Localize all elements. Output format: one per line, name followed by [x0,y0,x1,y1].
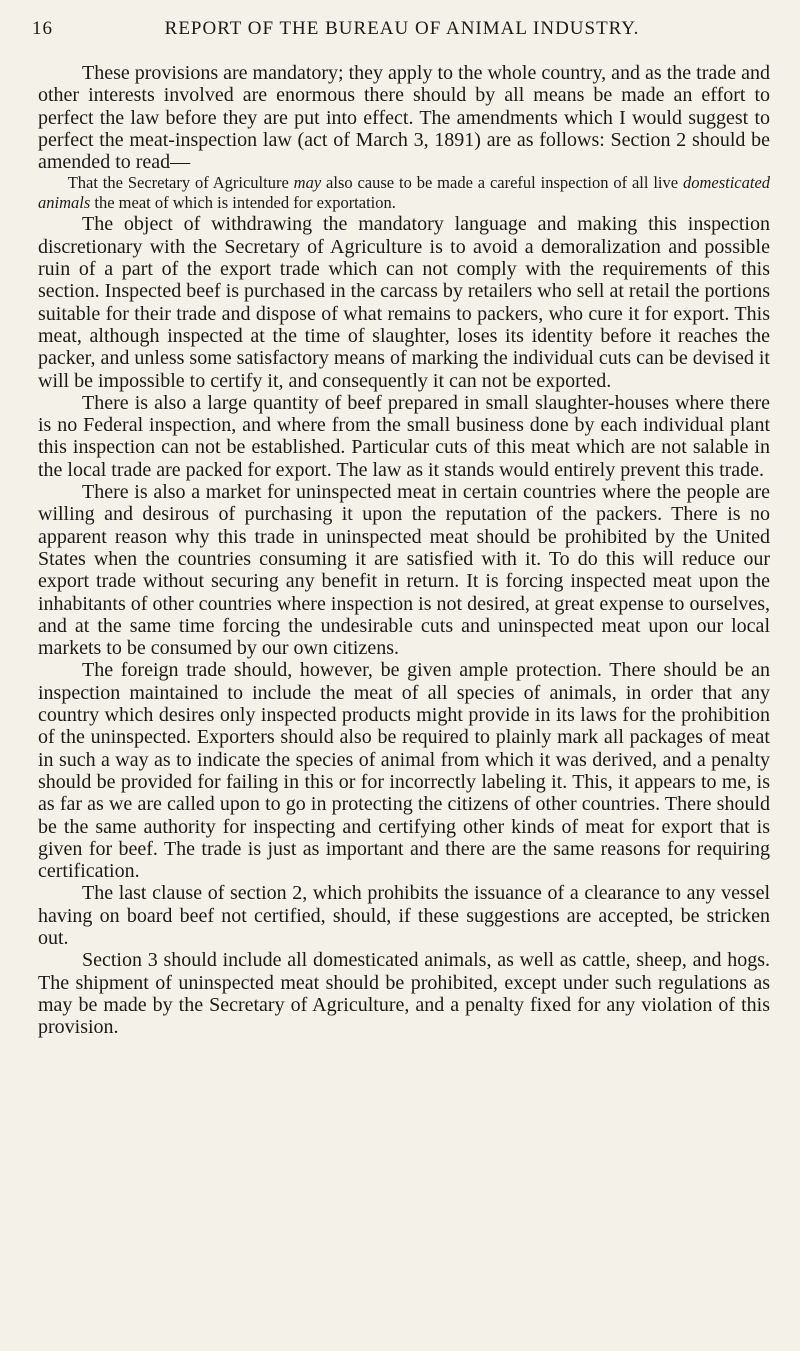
paragraph-5: The foreign trade should, however, be given ample protection. There should be an inspection maintained to include the meat of all species of animals, in order that any country which desires only inspected products might provide in its laws for the prohibition of the uninspected. Exporters should also be required to plainly mark all packages of meat in such a way as to indicate the species of animal from which it was derived, and a penalty should be provided for failing in this or for incorrectly labeling it. This, it appears to me, is as far as we are called upon to go in protecting the citizens of other countries. There should be the same authority for inspecting and certifying other kinds of meat for export that is given for beef. The trade is just as important and there are the same reasons for requiring certification. [38,659,770,883]
quote-part-a: That the Secretary of Agriculture [67,173,294,193]
paragraph-1: These provisions are mandatory; they apply to the whole country, and as the trade and other interests involved are enormous there should by all means be made an effort to perfect the law before they are put into effect. The amendments which I would suggest to perfect the meat-inspection law (act of March 3, 1891) are as follows: Section 2 should be amended to read— [38,62,770,174]
paragraph-3: There is also a large quantity of beef prepared in small slaughter-houses where there is no Federal inspection, and where from the small business done by each individual plant this inspection can not be established. Particular cuts of this meat which are not salable in the local trade are packed for export. The law as it stands would entirely prevent this trade. [38,391,770,481]
quote-part-c: the meat of which is intended for exportation. [90,193,396,213]
paragraph-7: Section 3 should include all domesticated animals, as well as cattle, sheep, and hogs. The shipment of uninspected meat should be prohibited, except under such regulations as may be made by the Secretary of Agriculture, and a penalty fixed for any violation of this provision. [38,949,770,1039]
quote-part-b: also cause to be made a careful inspection of all live [321,173,683,193]
paragraph-6: The last clause of section 2, which prohibits the issuance of a clearance to any vessel having on board beef not certified, should, if these suggestions are accepted, be stricken out. [38,882,770,949]
paragraph-2: The object of withdrawing the mandatory language and making this inspection discretionary with the Secretary of Agriculture is to avoid a demoralization and possible ruin of a part of the export trade which can not comply with the requirements of this section. Inspected beef is purchased in the carcass by retailers who sell at retail the portions suitable for their trade and dispose of what remains to packers, who cure it for export. This meat, although inspected at the time of slaughter, loses its identity before it reaches the packer, and unless some satisfactory means of marking the individual cuts can be devised it will be impossible to certify it, and consequently it can not be exported. [38,213,770,392]
body-text [38,62,770,1038]
quote-emphasis-domesticated: domesticated animals [38,173,771,213]
page-header [32,16,772,46]
quote-emphasis-may: may [293,173,322,193]
running-title: REPORT OF THE BUREAU OF ANIMAL INDUSTRY. [164,18,640,39]
page-number: 16 [32,18,53,39]
paragraph-4: There is also a market for uninspected meat in certain countries where the people are willing and desirous of purchasing it upon the reputation of the packers. There is no apparent reason why this trade in uninspected meat should be prohibited by the United States when the countries consuming it are satisfied with it. To do this will reduce our export trade without securing any benefit in return. It is forcing inspected meat upon the inhabitants of other countries where inspection is not desired, at great expense to ourselves, and at the same time forcing the undesirable cuts and uninspected meat upon our local markets to be consumed by our own citizens. [38,481,770,660]
quoted-amendment [38,173,770,213]
